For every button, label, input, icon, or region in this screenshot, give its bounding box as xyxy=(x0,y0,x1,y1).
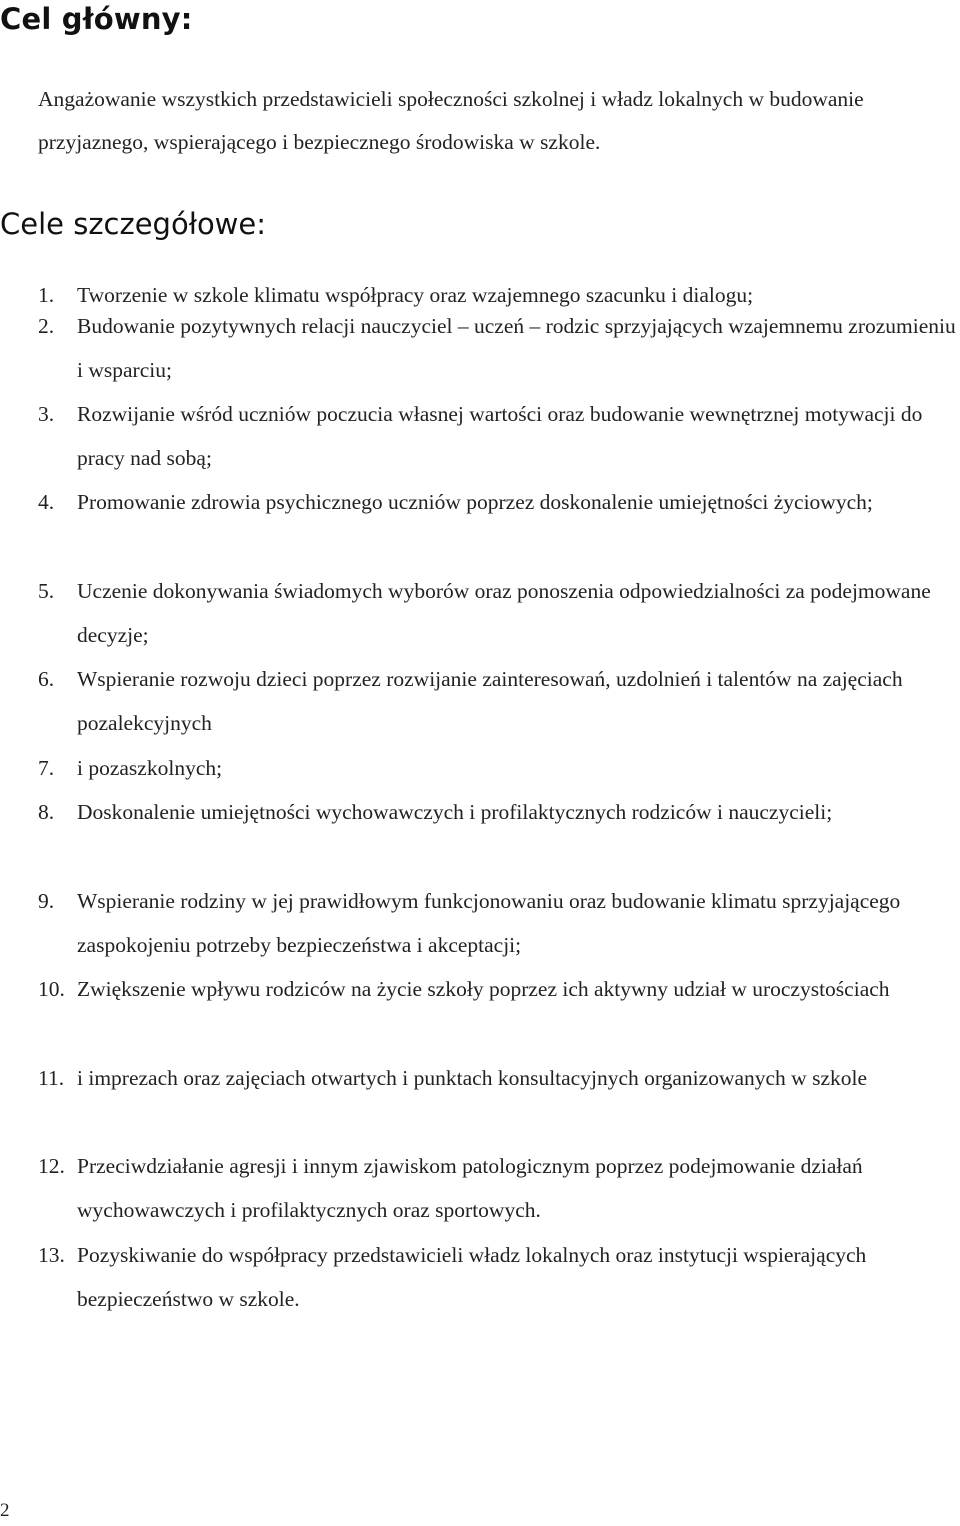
goal-number: 13. xyxy=(38,1243,65,1267)
goal-number: 1. xyxy=(38,283,55,307)
goal-text: Wspieranie rozwoju dzieci poprzez rozwijanie zainteresowań, uzdolnień i talentów na zajęciach pozalekcyjnych xyxy=(77,667,903,735)
goal-number: 9. xyxy=(38,889,55,913)
goal-text: Tworzenie w szkole klimatu współpracy oraz wzajemnego szacunku i dialogu; xyxy=(77,283,754,307)
goal-number: 10. xyxy=(38,977,65,1001)
goal-text: i imprezach oraz zajęciach otwartych i punktach konsultacyjnych organizowanych w szkole xyxy=(77,1066,868,1090)
goal-text: Rozwijanie wśród uczniów poczucia własnej wartości oraz budowanie wewnętrznej motywacji do pracy nad sobą; xyxy=(77,402,923,470)
goal-number: 3. xyxy=(38,402,55,426)
goal-number: 2. xyxy=(38,314,55,338)
page-number: 2 xyxy=(0,1500,10,1521)
goal-number: 12. xyxy=(38,1154,65,1178)
detailed-goals-heading: Cele szczegółowe: xyxy=(0,207,267,241)
goal-number: 4. xyxy=(38,490,55,514)
goal-number: 11. xyxy=(38,1066,65,1090)
goal-text: Uczenie dokonywania świadomych wyborów oraz ponoszenia odpowiedzialności za podejmowane decyzje; xyxy=(77,579,931,647)
goal-number: 6. xyxy=(38,667,55,691)
goal-number: 5. xyxy=(38,579,55,603)
main-goal-text: Angażowanie wszystkich przedstawicieli społeczności szkolnej i władz lokalnych w budowanie przyjaznego, wspierającego i bezpiecznego środowiska w szkole. xyxy=(38,87,864,154)
goal-text: Budowanie pozytywnych relacji nauczyciel – uczeń – rodzic sprzyjających wzajemnemu zrozumieniu i wsparciu; xyxy=(77,314,956,382)
main-goal-heading: Cel główny: xyxy=(0,2,193,36)
goal-number: 8. xyxy=(38,800,55,824)
goal-text: Promowanie zdrowia psychicznego uczniów poprzez doskonalenie umiejętności życiowych; xyxy=(77,490,873,514)
goal-text: Wspieranie rodziny w jej prawidłowym funkcjonowaniu oraz budowanie klimatu sprzyjającego zaspokojeniu potrzeby bezpieczeństwa i akceptacji; xyxy=(77,889,901,957)
goal-text: Doskonalenie umiejętności wychowawczych i profilaktycznych rodziców i nauczycieli; xyxy=(77,800,833,824)
goal-text: Zwiększenie wpływu rodziców na życie szkoły poprzez ich aktywny udział w uroczystościach xyxy=(77,977,890,1001)
goal-text: i pozaszkolnych; xyxy=(77,756,223,780)
goal-text: Przeciwdziałanie agresji i innym zjawiskom patologicznym poprzez podejmowanie działań wychowawczych i profilaktycznych oraz sportowych. xyxy=(77,1154,863,1222)
goal-number: 7. xyxy=(38,756,55,780)
goal-text: Pozyskiwanie do współpracy przedstawicieli władz lokalnych oraz instytucji wspierających bezpieczeństwo w szkole. xyxy=(77,1243,867,1311)
